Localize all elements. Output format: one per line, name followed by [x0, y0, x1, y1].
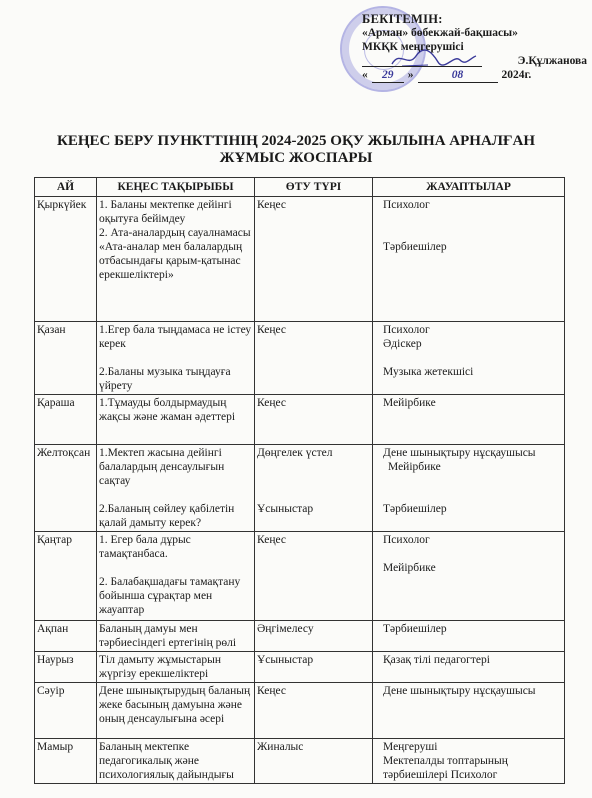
cell-responsible: Қазақ тілі педагогтері [373, 652, 565, 683]
cell-topic: 1.Егер бала тыңдамаса не істеу керек 2.Баланы музыка тыңдауға үйрету [97, 322, 255, 395]
table-row [35, 445, 565, 532]
approval-sign-row [362, 54, 587, 68]
cell-month: Сәуір [35, 683, 97, 739]
date-month: 08 [418, 68, 498, 83]
cell-form: Дөңгелек үстел Ұсыныстар [255, 445, 373, 532]
date-open-quote: « [362, 69, 368, 81]
approval-name: Э.Құлжанова [517, 55, 587, 67]
cell-topic: 1. Егер бала дұрыс тамақтанбаса. 2. Балабақшадағы тамақтану бойынша сұрақтар мен жауаптар [97, 532, 255, 621]
document-title [0, 133, 592, 167]
date-close-quote: » [407, 69, 414, 81]
cell-topic: Баланың мектепке педагогикалық және психологиялық дайындығы [97, 739, 255, 784]
cell-responsible: Психолог Тәрбиешілер [373, 197, 565, 322]
cell-responsible: Тәрбиешілер [373, 621, 565, 652]
header-month: АЙ [35, 178, 97, 197]
cell-responsible: Мейірбике [373, 395, 565, 445]
approval-heading: БЕКІТЕМІН: [362, 12, 443, 26]
cell-form: Кеңес [255, 683, 373, 739]
cell-responsible: Психолог Әдіскер Музыка жетекшісі [373, 322, 565, 395]
table-row [35, 683, 565, 739]
cell-month: Қараша [35, 395, 97, 445]
date-year: 2024г. [501, 69, 532, 81]
cell-responsible: Дене шынықтыру нұсқаушысы Мейірбике Тәрбиешілер [373, 445, 565, 532]
cell-responsible: Дене шынықтыру нұсқаушысы [373, 683, 565, 739]
cell-form: Ұсыныстар [255, 652, 373, 683]
cell-month: Қазан [35, 322, 97, 395]
sign-line [362, 54, 482, 67]
table-row [35, 322, 565, 395]
cell-month: Қаңтар [35, 532, 97, 621]
cell-form: Кеңес [255, 395, 373, 445]
cell-responsible: Психолог Мейірбике [373, 532, 565, 621]
cell-topic: Тіл дамыту жұмыстарын жүргізу ерекшеліктері [97, 652, 255, 683]
cell-form: Кеңес [255, 322, 373, 395]
cell-form: Кеңес [255, 197, 373, 322]
header-topic: КЕҢЕС ТАҚЫРЫБЫ [97, 178, 255, 197]
table-row [35, 395, 565, 445]
table-row [35, 532, 565, 621]
cell-month: Ақпан [35, 621, 97, 652]
cell-topic: 1. Баланы мектепке дейінгі оқытуға бейімдеу 2. Ата-аналардың сауалнамасы «Ата-аналар мен балалардың отбасындағы қарым-қатынас ерекшеліктері» [97, 197, 255, 322]
cell-month: Мамыр [35, 739, 97, 784]
cell-responsible: Меңгеруші Мектепалды топтарының тәрбиешілері Психолог [373, 739, 565, 784]
cell-topic: Дене шынықтырудың баланың жеке басының дамуына және оның денсаулығына әсері [97, 683, 255, 739]
cell-topic: 1.Тұмауды болдырмаудың жақсы және жаман әдеттері [97, 395, 255, 445]
cell-form: Жиналыс [255, 739, 373, 784]
header-form: ӨТУ ТҮРІ [255, 178, 373, 197]
cell-month: Қыркүйек [35, 197, 97, 322]
table-row [35, 739, 565, 784]
approval-role: МКҚК меңгерушісі [362, 41, 464, 53]
approval-org: «Арман» бөбекжай-бақшасы» [362, 27, 518, 39]
approval-date [362, 68, 587, 83]
cell-topic: 1.Мектеп жасына дейінгі балалардың денсаулығын сақтау 2.Баланың сөйлеу қабілетін қалай дамыту керек? [97, 445, 255, 532]
cell-form: Әңгімелесу [255, 621, 373, 652]
cell-month: Желтоқсан [35, 445, 97, 532]
table-header-row [35, 178, 565, 197]
table-row [35, 621, 565, 652]
table-row [35, 197, 565, 322]
title-line-2: ЖҰМЫС ЖОСПАРЫ [219, 150, 373, 166]
approval-block [362, 12, 587, 83]
cell-month: Наурыз [35, 652, 97, 683]
cell-form: Кеңес [255, 532, 373, 621]
cell-topic: Баланың дамуы мен тәрбиесіндегі ертегінің рөлі [97, 621, 255, 652]
plan-table [34, 177, 565, 784]
table-row [35, 652, 565, 683]
header-responsible: ЖАУАПТЫЛАР [373, 178, 565, 197]
title-line-1: КЕҢЕС БЕРУ ПУНКТТІНІҢ 2024-2025 ОҚУ ЖЫЛЫНА АРНАЛҒАН [56, 133, 536, 149]
date-day: 29 [372, 68, 404, 83]
